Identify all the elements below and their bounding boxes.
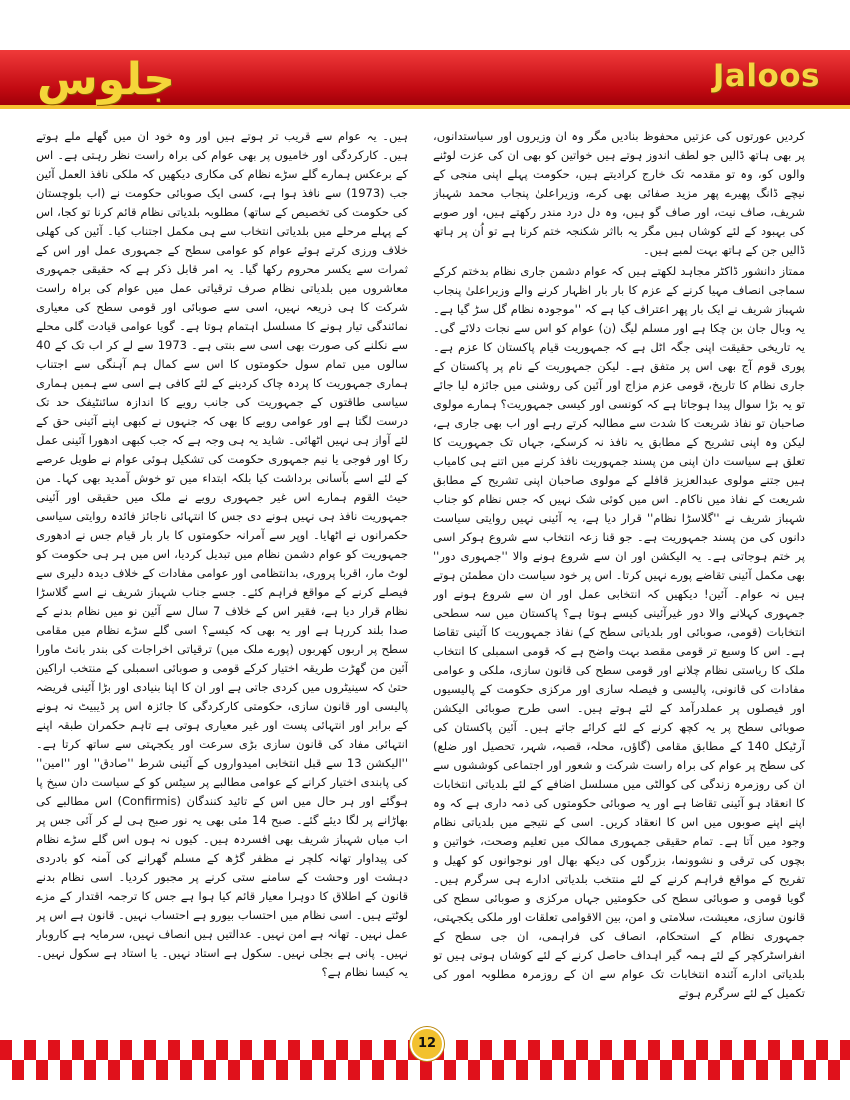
checkered-footer-row (0, 1060, 850, 1080)
article-paragraph: ہیں۔ یہ عوام سے قریب تر ہوتے ہیں اور وہ خود ان میں گھلے ملے ہوتے ہیں۔ کارکردگی اور خامیوں پر بھی عوام کی براہ راست نظر رہتی ہے۔ اس کے برعکس ہمارے گلے سڑے نظام کی مکاری دیکھیں کہ ملکی نافذ العمل آئین جب (1973) سے نافذ ہوا ہے، کسی ایک صوبائی حکومت نے (اب بلوچستان کی حکومت کی تخصیص کے ساتھ) مطلوبہ بلدیاتی نظام قائم کرنا تو کجا، اس کے پہلے مرحلے میں بلدیاتی انتخاب سے ہی مکمل اجتناب کیا۔ آئین کی کھلی خلاف ورزی کرتے ہوئے عوام کو عوامی سطح کے جمہوری عمل اور اس کے ثمرات سے یکسر محروم رکھا گیا۔ یہ امر قابل ذکر ہے کہ حقیقی جمہوری معاشروں میں بلدیاتی نظام صرف ترقیاتی عمل میں عوام کی براہ راست شرکت کا ہی ذریعہ نہیں، اسی سے صوبائی اور قومی سطح کی معیاری نمائندگی تیار ہونے کا مسلسل اہتمام ہوتا ہے۔ گویا عوامی قیادت گلی محلے سے نکلنے کی صورت بھی اسی سے بنتی ہے۔ 1973 سے لے کر اب تک کے 40 سالوں میں تمام سول حکومتوں کا اس سے کمال ہم آہنگی سے اجتناب ہماری جمہوریت کا پردہ چاک کردینے کے لئے کافی ہے اسی سے ہمیں ہماری سیاسی طاقتوں کے جمہوریت کی جانب رویے کا اندازہ سائنٹیفک حد تک درست لگتا ہے اور عوامی رویے کا بھی کہ جنہوں نے کبھی اپنے آئینی حق کے لئے آواز ہی نہیں اٹھائی۔ شاید یہ ہی وجہ ہے کہ جب کبھی ادھورا آئینی عمل رکا اور فوجی یا نیم جمہوری حکومت کی تشکیل ہوئی عوام نے طویل عرصے کے لئے اسے بآسانی برداشت کیا بلکہ ابتداء میں تو خوش آمدید بھی کہا۔ من حیث القوم ہمارے اس غیر جمہوری رویے نے ملک میں حقیقی اور آئینی جمہوریت نافذ ہی نہیں ہونے دی جس کا انتہائی ناجائز فائدہ روایتی سیاسی حکمرانوں نے اٹھایا۔ اوپر سے آمرانہ حکومتوں کا بار بار قیام جس نے ادھوری جمہوریت کو عوام دشمن نظام میں تبدیل کردیا، اس میں ہر ہی حکومت کو لوٹ مار، اقربا پروری، بدانتظامی اور عوامی مفادات کے خلاف دیدہ دلیری سے فیصلے کرنے کے مواقع فراہم کئے۔ جسے جناب شہباز شریف نے اسے گلاسڑا نظام قرار دیا ہے، فقیر اس کے خلاف 7 سال سے آئین نو میں نظام بدنے کے صدا بلند کررہا ہے اور یہ بھی کہ کیسے؟ اسی گلے سڑے نظام میں مقامی سطح پر اربوں کھربوں (پورے ملک میں) ترقیاتی اخراجات کی بندر بانٹ ماورا آئین من گھڑت طریقہ اختیار کرکے قومی و صوبائی اسمبلی کے منتخب اراکین حتیٰ کہ سینیٹروں میں کردی جاتی ہے اور ان کا اپنا بنیادی اور بڑا آئینی فریضہ پالیسی اور قانون سازی، حکومتی کارکردگی کا جائزہ اس پر ڈیبیٹ نہ ہونے کے برابر اور انتہائی پست اور غیر معیاری ہوتی ہے تاہم حکمران طبقہ اپنے انتہائی مفاد کی قانون سازی بڑی سرعت اور یکجہتی سے ساتھ کرتا ہے۔ ''الیکشن 13 سے قبل انتخابی امیدواروں کے آئینی شرط ''صادق'' اور ''امین'' کی پابندی اختیار کرانے کے عوامی مطالبے پر سیٹس کو کے سیاست دان سیخ پا ہوگئے اور ہر حال میں اس کے تائید کنندگان (Confirmis) اس مطالبے کی بھاڑانے پر لگا دیئے گئے۔ صبح 14 مئی بھی یہ نور صبح ہی لے کر آئی جس پر اب میاں شہباز شریف بھی افسردہ ہیں۔ کیوں نہ ہوں اس گلے سڑے نظام کی پیداوار تھانہ کلچر نے مظفر گڑھ کے مسلم گھرانے کی آمنہ کو بادردی دہشت اور وحشت کے سامنے ستی کرنے پر مجبور کردیا۔ اسی نظام بدنے قانون کے اطلاق کا دوہرا معیار قائم کیا ہوا ہے جس کا ترجمہ اقتدار کے مزے لوٹتے ہیں۔ اسی نظام میں احتساب بیورو ہے احتساب نہیں۔ قانون ہے اس پر عمل نہیں۔ تھانہ ہے امن نہیں۔ عدالتیں ہیں انصاف نہیں، سرمایہ ہے کاروبار نہیں۔ پانی ہے بجلی نہیں۔ سکول ہے استاد نہیں۔ یا استاد ہے سکول نہیں۔ یہ کیسا نظام ہے؟ (36, 129, 408, 979)
article-column-right (433, 125, 805, 1025)
article-column-left (36, 125, 408, 1025)
article-paragraph: ممتاز دانشور ڈاکٹر مجاہد لکھتے ہیں کہ عوام دشمن جاری نظام بدختم کرکے سماجی انصاف مہیا کرنے کے عزم کا بار بار اظہار کرنے والے وزیراعلیٰ پنجاب شہباز شریف نے ایک بار پھر اعتراف کیا ہے کہ ''موجودہ نظام گل سڑ گیا ہے۔ یہ وبال جان بن چکا ہے اور مسلم لیگ (ن) عوام کو اس سے نجات دلائے گی۔ یہ تاریخی حقیقت اپنی جگہ اٹل ہے کہ جمہوریت قیام پاکستان کا عزم ہے۔ پوری قوم آج بھی اس پر متفق ہے۔ لیکن جمہوریت کے نام پر پاکستان کے جاری نظام کا تاریخ، قومی عزم مزاج اور آئین کی روشنی میں جائزہ لیا جائے تو یہ بڑا سوال پیدا ہوجاتا ہے کہ کونسی اور کیسی جمہوریت؟ ہمارے مولوی صاحبان تو نفاذ شریعت کا شدت سے مطالبہ کرتے رہے اور اب بھی جاری ہے، لیکن وہ اپنی تشریح کے مطابق یہ نافذ نہ کرسکے، جہاں تک جمہوریت کا تعلق ہے سیاست دان اپنی من پسند جمہوریت نافذ کرنے میں اتنے ہی کامیاب ہیں جتنے مولوی عبدالعزیز قافلے کے مولوی صاحبان اپنی تشریح کے مطابق شریعت کے نفاذ میں ناکام۔ اس میں کوئی شک نہیں کہ جس نظام کو جناب شہباز شریف نے ''گلاسڑا نظام'' قرار دیا ہے، یہ آئینی نہیں روایتی سیاست دانوں کی من پسند جمہوریت ہے۔ جو قنا زعہ انتخاب سے شروع ہوکر اسی پر ختم ہوجاتی ہے۔ یہ الیکشن اور ان سے شروع ہونے والا ''جمہوری دور'' بھی مکمل آئینی تقاضے پورے نہیں کرتا۔ اس پر خود سیاست دان مطمئن ہوتے ہیں نہ عوام۔ آئین! دیکھیں کہ انتخابی عمل اور ان سے شروع ہونے اور جمہوری کہلانے والا دور غیرآئینی کیسے ہوتا ہے؟ پاکستان میں سہ سطحی انتخابات (قومی، صوبائی اور بلدیاتی سطح کے) نفاذ جمہوریت کا آئینی تقاضا ہے۔ اس کا وسیع تر قومی مقصد بہت واضح ہے کہ قومی اسمبلی کا انتخاب ملک کا ریاستی نظام چلانے اور قومی سطح کی قانون سازی، ملکی و عوامی مفادات کی قانونی، پالیسی و فیصلہ سازی اور مرکزی حکومت کے پالیسیوں اور فیصلوں پر عملدرآمد کے لئے ہوتے ہیں۔ اسی طرح صوبائی الیکشن صوبائی سطح پر یہ کچھ کرنے کے لئے کرائے جاتے ہیں۔ آئین پاکستان کی آرٹیکل 140 کے مطابق مقامی (گاؤں، محلہ، قصبہ، شہر، تحصیل اور ضلع) کی سطح پر عوام کی براہ راست شرکت و شعور اور اجتماعی کوششوں سے ان کی روزمرہ زندگی کی کوالٹی میں مسلسل اضافے کے لئے بلدیاتی انتخابات کا انعقاد ہو آئینی تقاضا ہے اور یہ صوبائی حکومتوں کی ذمہ داری ہے کہ وہ اپنے اپنے صوبوں میں اس کا انعقاد کریں۔ اسی کے نتیجے میں بلدیاتی نظام وجود میں آتا ہے۔ تمام حقیقی جمہوری ممالک میں تعلیم وصحت، خواتین و بچوں کی ترقی و نشوونما، بزرگوں کی دیکھ بھال اور نوجوانوں کو کھیل و تفریح کے مواقع فراہم کرنے کے لئے منتخب بلدیاتی ادارے ہی سرگرم ہیں۔ گویا قومی و صوبائی سطح کی حکومتیں جہاں مرکزی و صوبائی سطح کی قانون سازی، معیشت، سلامتی و امن، بین الاقوامی تعلقات اور ملکی یکجہتی، جمہوری نظام کے استحکام، انصاف کی فراہمی، ان جی سطح کے انفراسٹرکچر کے لئے ہمہ گیر اہداف حاصل کرنے کے لئے کوشاں ہوتی ہیں تو بلدیاتی ادارے آئندہ انتخابات تک عوام سے ان کے روزمرہ مطلوبہ امور کی تکمیل کے لئے سرگرم ہوتے (433, 264, 805, 1000)
page-number: 12 (410, 1027, 444, 1061)
article-paragraph: کردیں عورتوں کی عزتیں محفوظ بنادیں مگر وہ ان وزیروں اور سیاستدانوں، پر بھی ہاتھ ڈالیں جو لطف اندوز ہوتے ہیں خواتین کو بھی ان کی عزت لوٹنے والوں کو، وہ تو مقدمہ تک خارج کرادیتے ہیں، حکومت پہلے اپنی منجی کے نیچے ڈانگ پھیرے پھر مزید صفائی بھی کرے، وزیراعلیٰ پنجاب محمد شہباز شریف، صاف نیت، اور صاف گو ہیں، وہ دل درد مندر رکھتے ہیں، اور صوبے کی بہبود کے لئے کوشاں ہیں مگر یہ بااثر شکنجہ ختم کرنا ہے تو اُن پر ہاتھ ڈالیں جن کے ہاتھ بہت لمبے ہیں۔ (433, 129, 805, 257)
latin-logo: Jaloos (712, 58, 820, 94)
urdu-logo: جلوس (37, 54, 175, 105)
